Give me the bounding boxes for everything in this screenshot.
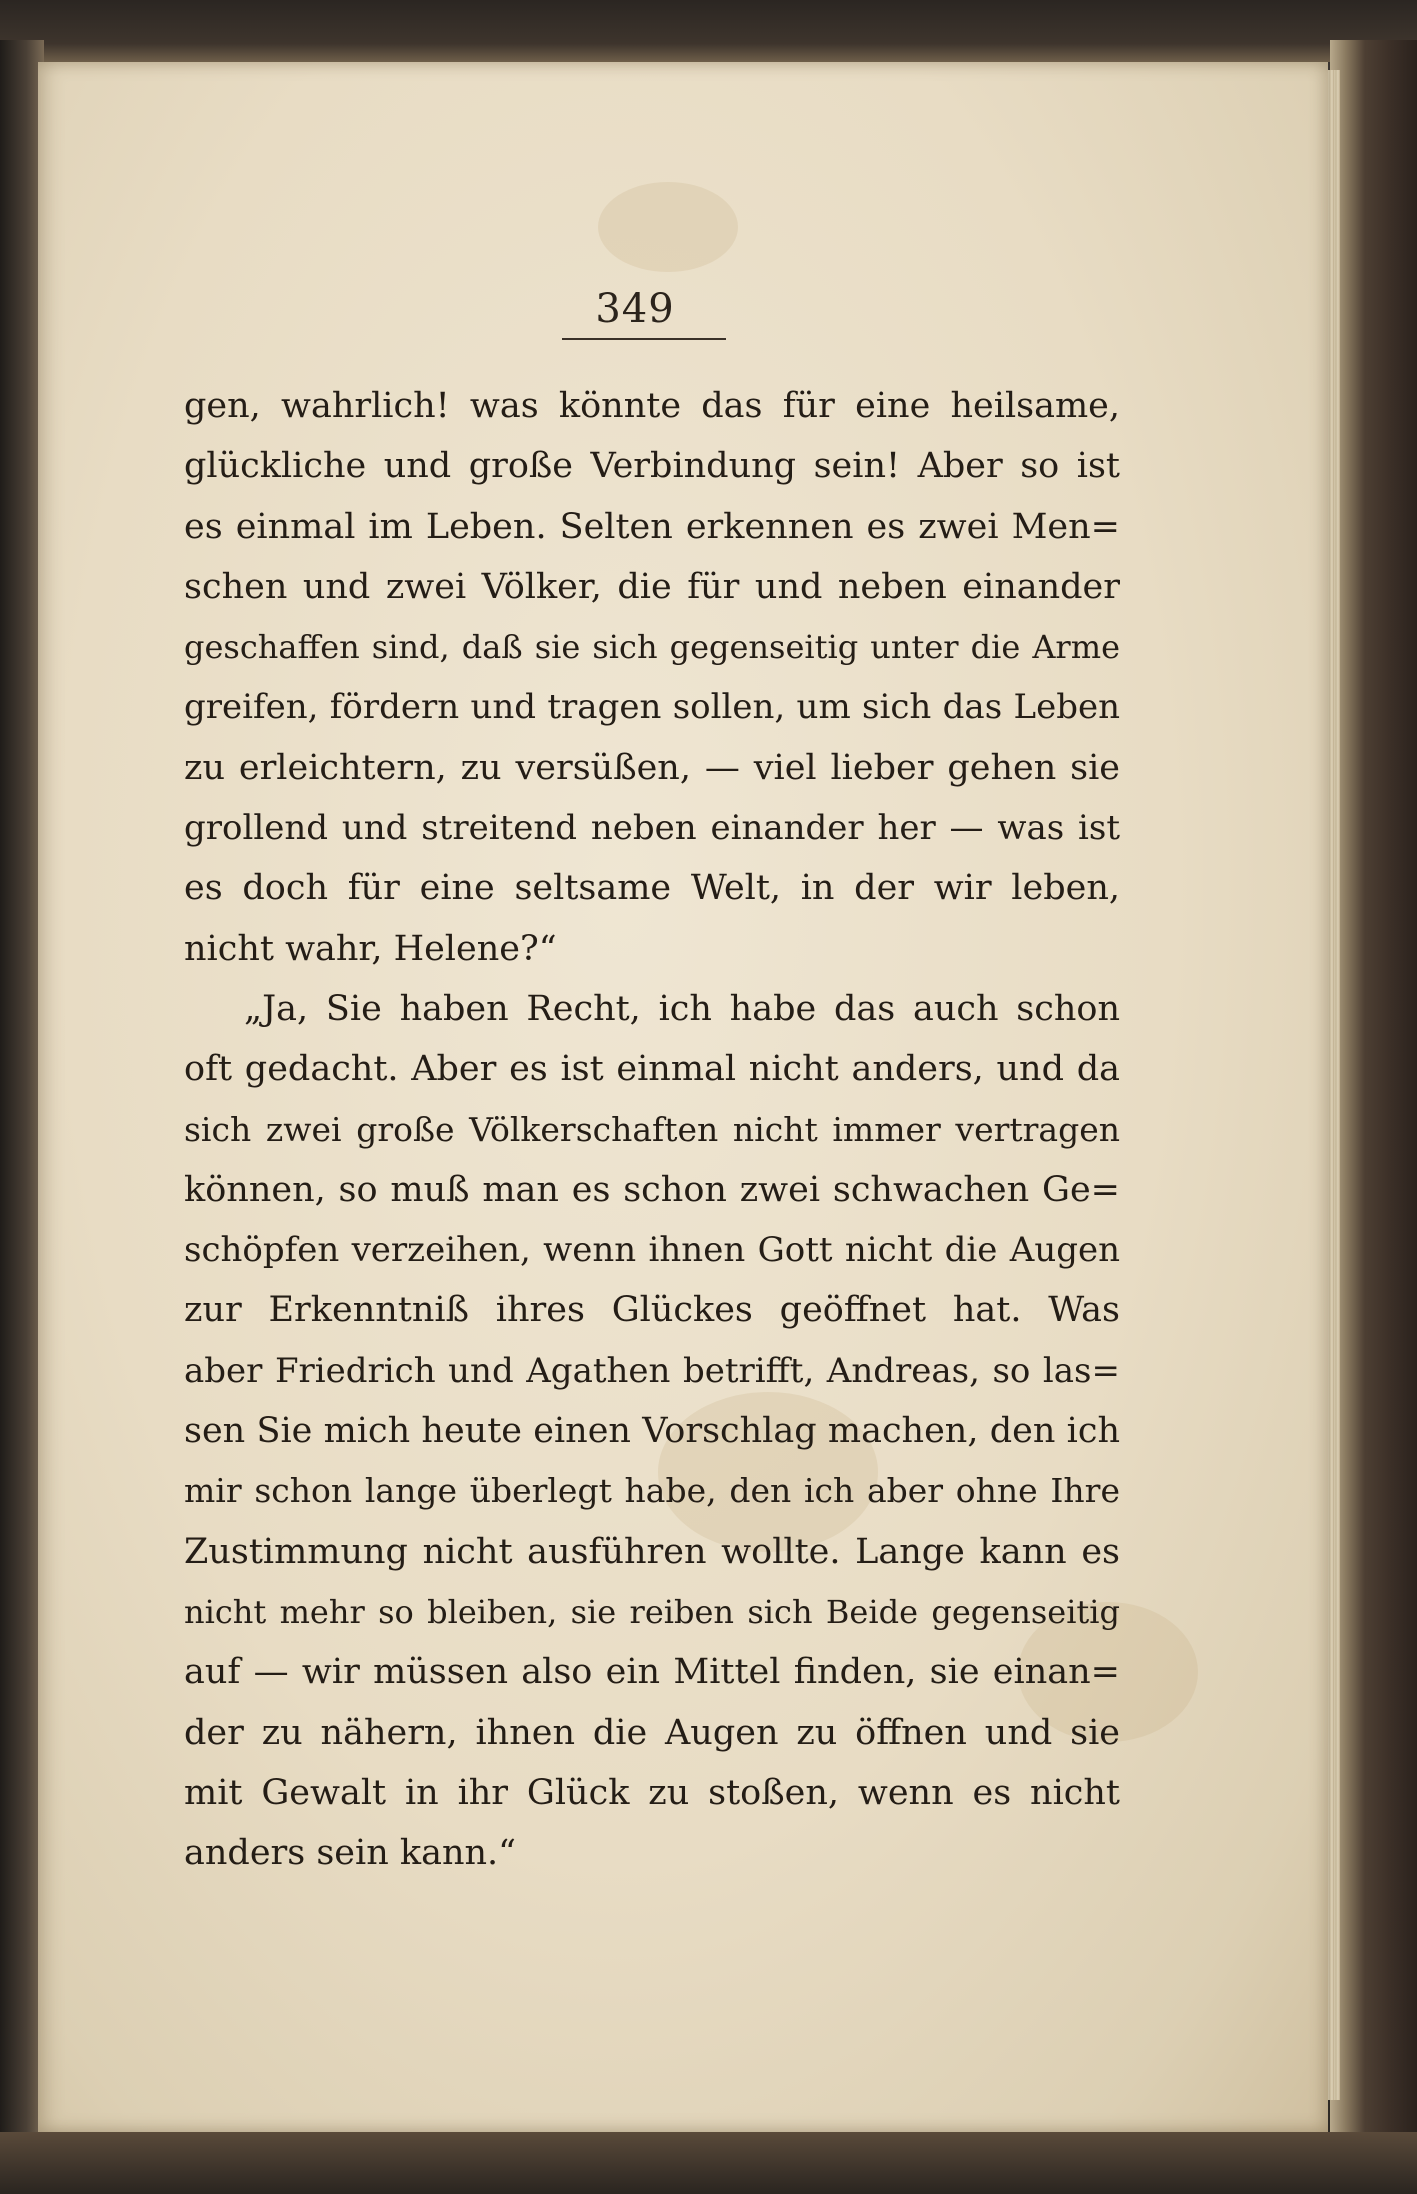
text-line: „Ja, Sie haben Recht, ich habe das auch schon [244, 988, 1120, 1029]
text-line: mir schon lange überlegt habe, den ich aber ohne Ihre [184, 1471, 1120, 1511]
text-line: schen und zwei Völker, die für und neben einander [184, 566, 1120, 607]
text-line: Zustimmung nicht ausführen wollte. Lange kann es [184, 1531, 1120, 1572]
body-text [184, 376, 1120, 1883]
text-line: gen, wahrlich! was könnte das für eine heilsame, [184, 386, 1120, 426]
text-line: sich zwei große Völkerschaften nicht immer vertragen [184, 1109, 1120, 1149]
text-line: grollend und streitend neben einander her — was ist [184, 808, 1120, 849]
book-cover-edge [1330, 40, 1417, 2190]
text-line: glückliche und große Verbindung sein! Aber so ist [184, 446, 1120, 487]
text-line: zu erleichtern, zu versüßen, — viel lieber gehen sie [184, 747, 1120, 788]
bottom-cover-edge [0, 2132, 1417, 2194]
text-line: anders sein kann.“ [184, 1833, 517, 1874]
text-line: nicht mehr so bleiben, sie reiben sich Beide gegenseitig [184, 1592, 1120, 1631]
paper-stain [598, 182, 738, 272]
text-line: sen Sie mich heute einen Vorschlag machen, den ich [184, 1411, 1120, 1452]
text-line: oft gedacht. Aber es ist einmal nicht anders, und da [184, 1049, 1120, 1090]
text-line: auf — wir müssen also ein Mittel finden, sie einan= [184, 1652, 1120, 1693]
text-line: nicht wahr, Helene?“ [184, 928, 557, 969]
page-number: 349 [595, 286, 675, 332]
text-line: der zu nähern, ihnen die Augen zu öffnen und sie [184, 1712, 1120, 1753]
text-line: können, so muß man es schon zwei schwachen Ge= [184, 1169, 1120, 1210]
text-line: aber Friedrich und Agathen betrifft, Andreas, so las= [184, 1350, 1120, 1391]
text-line: mit Gewalt in ihr Glück zu stoßen, wenn es nicht [184, 1772, 1120, 1813]
text-line: zur Erkenntniß ihres Glückes geöffnet hat. Was [184, 1290, 1120, 1331]
header-rule [562, 338, 726, 340]
text-line: greifen, fördern und tragen sollen, um sich das Leben [184, 687, 1120, 728]
text-line: es einmal im Leben. Selten erkennen es zwei Men= [184, 506, 1120, 547]
top-cover-edge [0, 0, 1417, 62]
text-line: geschaffen sind, daß sie sich gegenseitig unter die Arme [184, 628, 1120, 667]
text-line: schöpfen verzeihen, wenn ihnen Gott nicht die Augen [184, 1230, 1120, 1271]
text-line: es doch für eine seltsame Welt, in der wir leben, [184, 868, 1120, 909]
